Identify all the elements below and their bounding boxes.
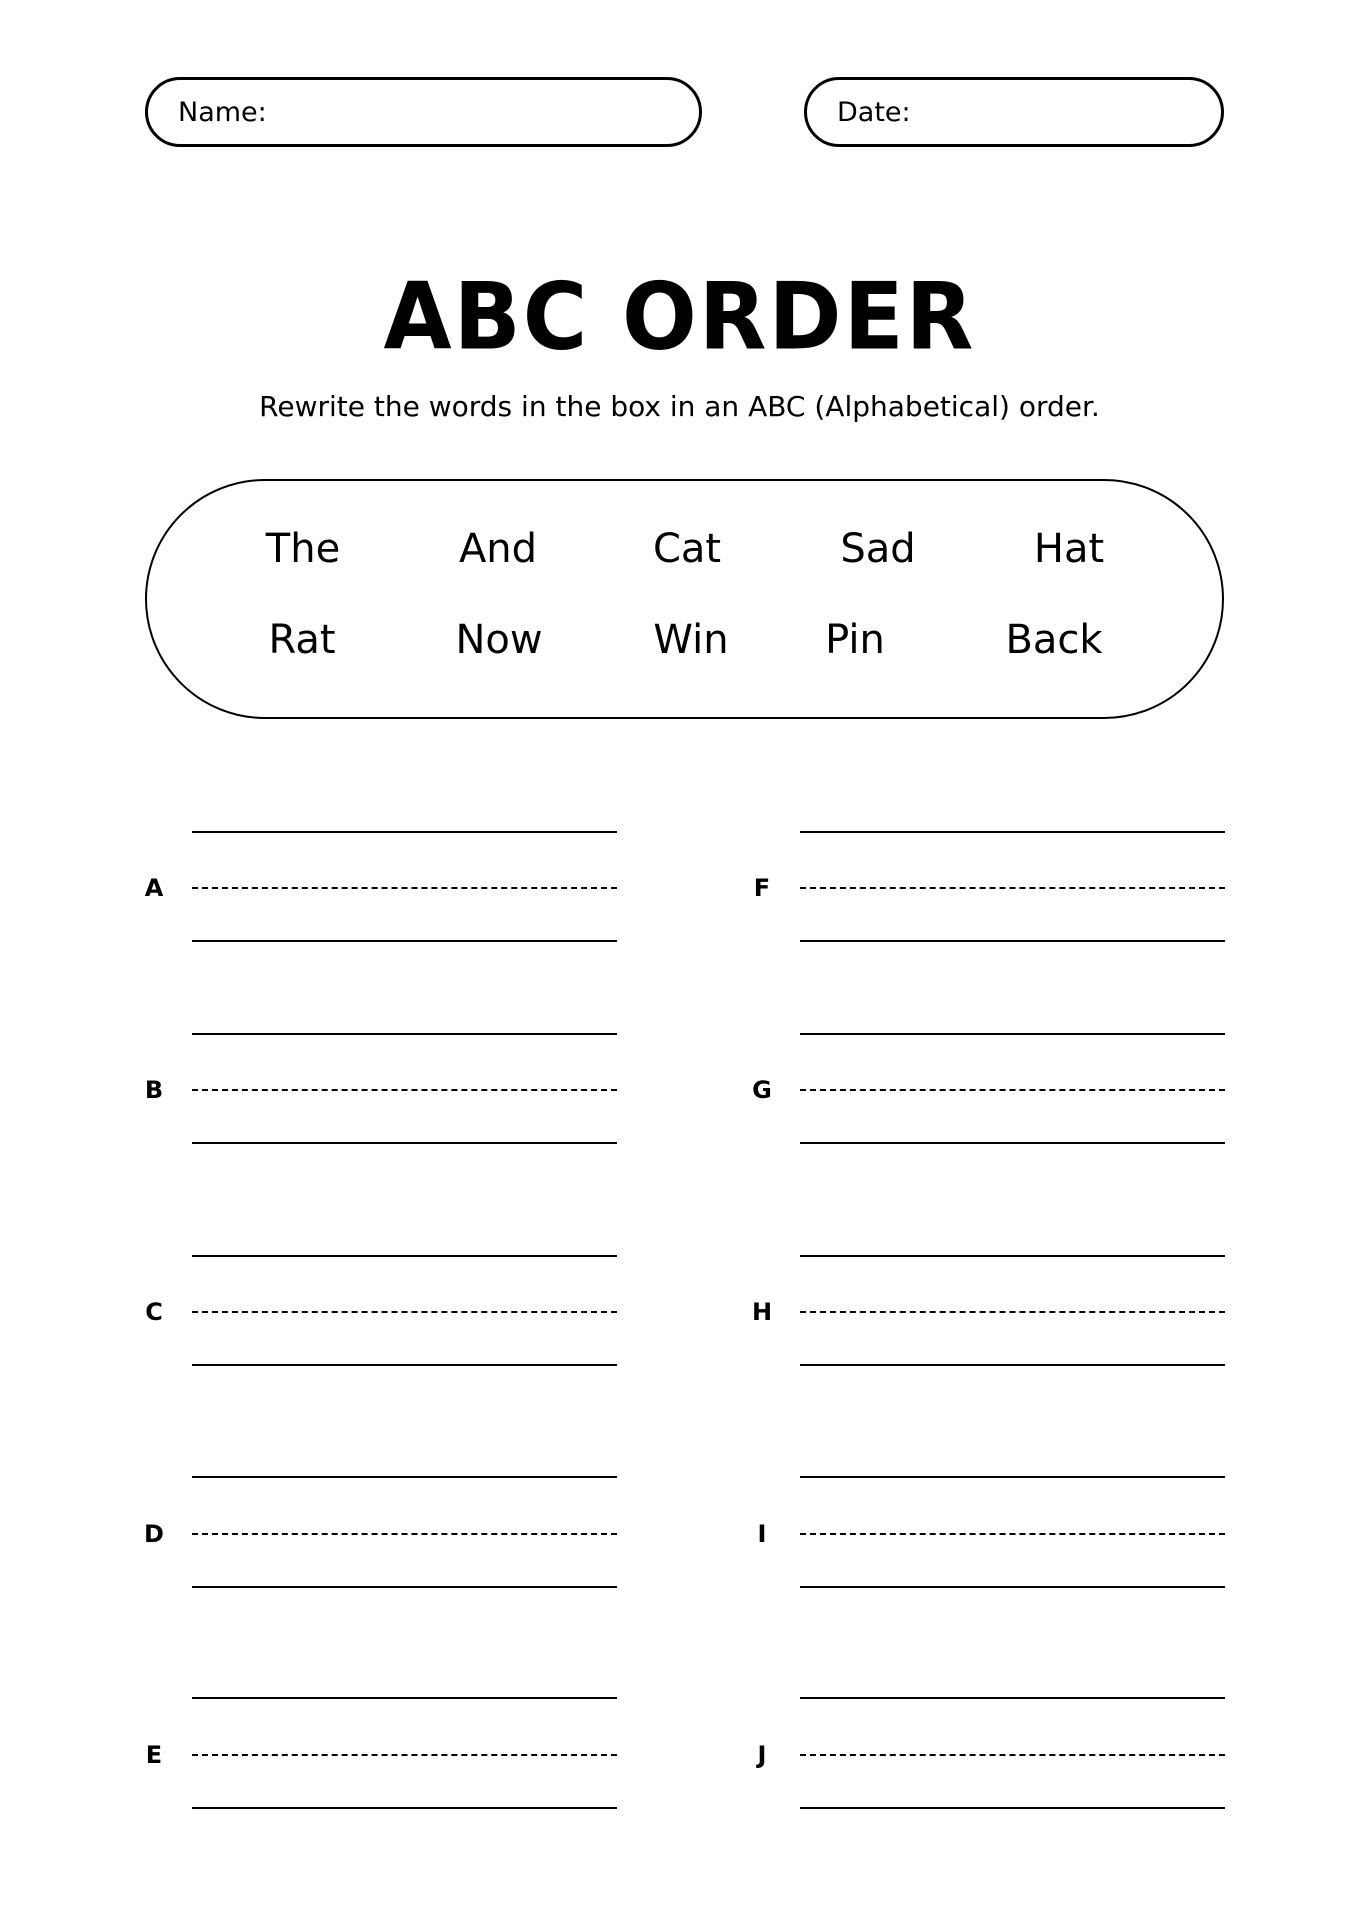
mid-dash-line: [800, 1754, 1225, 1756]
word-item: Rat: [268, 617, 336, 663]
base-line: [192, 1364, 617, 1366]
letter-label: H: [751, 1298, 773, 1326]
top-line: [192, 1476, 617, 1478]
mid-dash-line: [192, 1311, 617, 1313]
base-line: [800, 940, 1225, 942]
top-line: [800, 1033, 1225, 1035]
name-label: Name:: [178, 96, 267, 128]
name-field[interactable]: [145, 77, 702, 147]
top-line: [800, 1255, 1225, 1257]
letter-label: D: [144, 1520, 164, 1548]
letter-label: C: [145, 1298, 163, 1326]
word-item: And: [458, 526, 538, 572]
letter-label: B: [144, 1076, 164, 1104]
page-title: ABC ORDER: [383, 262, 976, 371]
top-line: [192, 1697, 617, 1699]
base-line: [192, 940, 617, 942]
word-item: The: [265, 526, 341, 572]
base-line: [192, 1142, 617, 1144]
mid-dash-line: [192, 1754, 617, 1756]
top-line: [192, 1255, 617, 1257]
mid-dash-line: [192, 887, 617, 889]
letter-label: A: [144, 874, 164, 902]
base-line: [800, 1586, 1225, 1588]
letter-label: J: [757, 1741, 767, 1769]
word-item: Back: [1005, 617, 1103, 663]
mid-dash-line: [192, 1089, 617, 1091]
base-line: [800, 1807, 1225, 1809]
date-label: Date:: [837, 96, 911, 128]
word-item: Hat: [1033, 526, 1105, 572]
mid-dash-line: [192, 1533, 617, 1535]
letter-label: I: [757, 1520, 767, 1548]
mid-dash-line: [800, 1533, 1225, 1535]
letter-label: G: [752, 1076, 772, 1104]
letter-label: E: [145, 1741, 163, 1769]
instruction-text: Rewrite the words in the box in an ABC (Alphabetical) order.: [259, 390, 1100, 423]
word-item: Sad: [840, 526, 916, 572]
word-box: [145, 479, 1224, 719]
word-item: Pin: [825, 617, 885, 663]
word-item: Cat: [652, 526, 722, 572]
mid-dash-line: [800, 1311, 1225, 1313]
base-line: [800, 1142, 1225, 1144]
base-line: [800, 1364, 1225, 1366]
top-line: [192, 1033, 617, 1035]
top-line: [192, 831, 617, 833]
letter-label: F: [753, 874, 771, 902]
top-line: [800, 1697, 1225, 1699]
date-field[interactable]: [804, 77, 1224, 147]
mid-dash-line: [800, 887, 1225, 889]
word-item: Now: [455, 617, 543, 663]
mid-dash-line: [800, 1089, 1225, 1091]
top-line: [800, 831, 1225, 833]
base-line: [192, 1807, 617, 1809]
top-line: [800, 1476, 1225, 1478]
word-item: Win: [653, 617, 729, 663]
base-line: [192, 1586, 617, 1588]
